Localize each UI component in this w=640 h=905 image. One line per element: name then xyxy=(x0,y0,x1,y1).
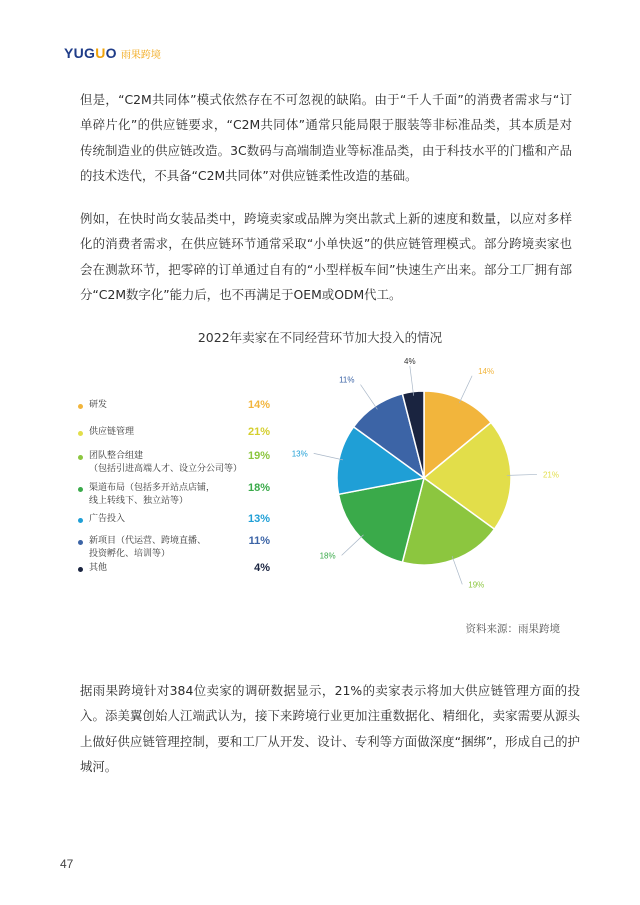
pie-data-label: 18% xyxy=(319,551,336,561)
legend-label: 新项目（代运营、跨境直播、 xyxy=(89,536,207,546)
legend-sublabel: （包括引进高端人才、设立分公司等） xyxy=(89,464,243,474)
logo-wordmark: YUGUO xyxy=(64,45,117,61)
legend-label: 研发 xyxy=(89,400,108,410)
pie-leader-line xyxy=(342,535,364,556)
chart-title: 2022年卖家在不同经营环节加大投入的情况 xyxy=(197,330,443,345)
legend-value: 4% xyxy=(254,562,270,574)
pie-leader-line xyxy=(314,453,343,460)
pie-leader-line xyxy=(459,376,472,403)
legend-label: 广告投入 xyxy=(89,514,126,524)
paragraph-2: 例如，在快时尚女装品类中，跨境卖家或品牌为突出款式上新的速度和数量，以应对多样化的消费者需求，在供应链环节通常采取“小单快返”的供应链管理模式。部分跨境卖家也会在测款环节，把零碎的订单通过自有的“小型样板车间”快速生产出来。部分工厂拥有部分“C2M数字化”能力后，也不再满足于OEM或ODM代工。 xyxy=(80,211,572,302)
pie-data-label: 21% xyxy=(542,470,559,480)
pie-data-label: 11% xyxy=(339,375,355,385)
legend-label: 供应链管理 xyxy=(89,427,135,437)
logo-chinese-name: 雨果跨境 xyxy=(120,50,161,61)
legend-value: 14% xyxy=(247,399,270,411)
legend-label: 渠道布局（包括多开站点店铺， xyxy=(89,483,216,493)
legend-value: 19% xyxy=(247,450,270,462)
legend-label: 团队整合组建 xyxy=(89,451,144,461)
paragraph-3: 据雨果跨境针对384位卖家的调研数据显示，21%的卖家表示将加大供应链管理方面的投入。添美翼创始人江端武认为，接下来跨境行业更加注重数据化、精细化，卖家需要从源头上做好供应链管理控制，要和工厂从开发、设计、专利等方面做深度“捆绑”，形成自己的护城河。 xyxy=(80,683,580,774)
page-number: 47 xyxy=(60,857,74,871)
legend-value: 11% xyxy=(248,535,270,547)
pie-data-label: 19% xyxy=(468,580,485,590)
legend-sublabel: 线上转线下、独立站等） xyxy=(89,496,189,506)
pie-data-label: 14% xyxy=(478,366,495,376)
legend-label: 其他 xyxy=(89,563,108,573)
pie-data-label: 4% xyxy=(404,356,416,366)
source-note: 资料来源：雨果跨境 xyxy=(465,623,560,635)
legend-value: 21% xyxy=(247,426,270,438)
legend-value: 18% xyxy=(247,482,270,494)
paragraph-1: 但是，“C2M共同体”模式依然存在不可忽视的缺陷。由于“千人千面”的消费者需求与“订单碎片化”的供应链要求，“C2M共同体”通常只能局限于服装等非标准品类，其本质是对传统制造业的供应链改造。3C数码与高端制造业等标准品类，由于科技水平的门槛和产品的技术迭代，不具备“C2M共同体”对供应链柔性改造的基础。 xyxy=(80,92,572,183)
legend-value: 13% xyxy=(247,513,270,525)
pie-leader-line xyxy=(360,385,377,410)
legend-sublabel: 投资孵化、培训等） xyxy=(89,549,171,559)
pie-leader-line xyxy=(452,556,462,584)
pie-data-label: 13% xyxy=(291,449,308,459)
